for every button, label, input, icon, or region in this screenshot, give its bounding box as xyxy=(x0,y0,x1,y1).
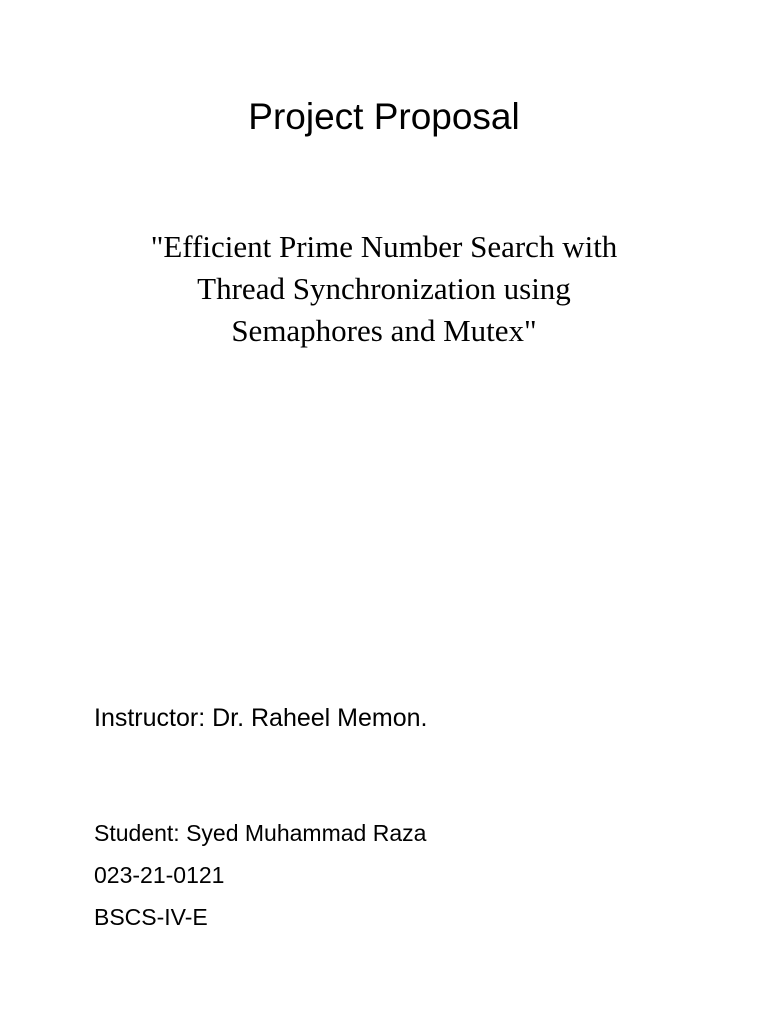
student-id: 023-21-0121 xyxy=(94,862,225,888)
subtitle-line-1: "Efficient Prime Number Search with xyxy=(150,229,618,264)
page-title: Project Proposal xyxy=(248,96,520,137)
subtitle-line-3: Semaphores and Mutex" xyxy=(231,313,537,348)
instructor-line: Instructor: Dr. Raheel Memon. xyxy=(94,704,428,732)
subtitle-line-2: Thread Synchronization using xyxy=(197,271,571,306)
student-class: BSCS-IV-E xyxy=(94,904,208,930)
student-name: Student: Syed Muhammad Raza xyxy=(94,820,427,846)
project-subtitle xyxy=(80,226,688,352)
student-info xyxy=(94,812,426,938)
